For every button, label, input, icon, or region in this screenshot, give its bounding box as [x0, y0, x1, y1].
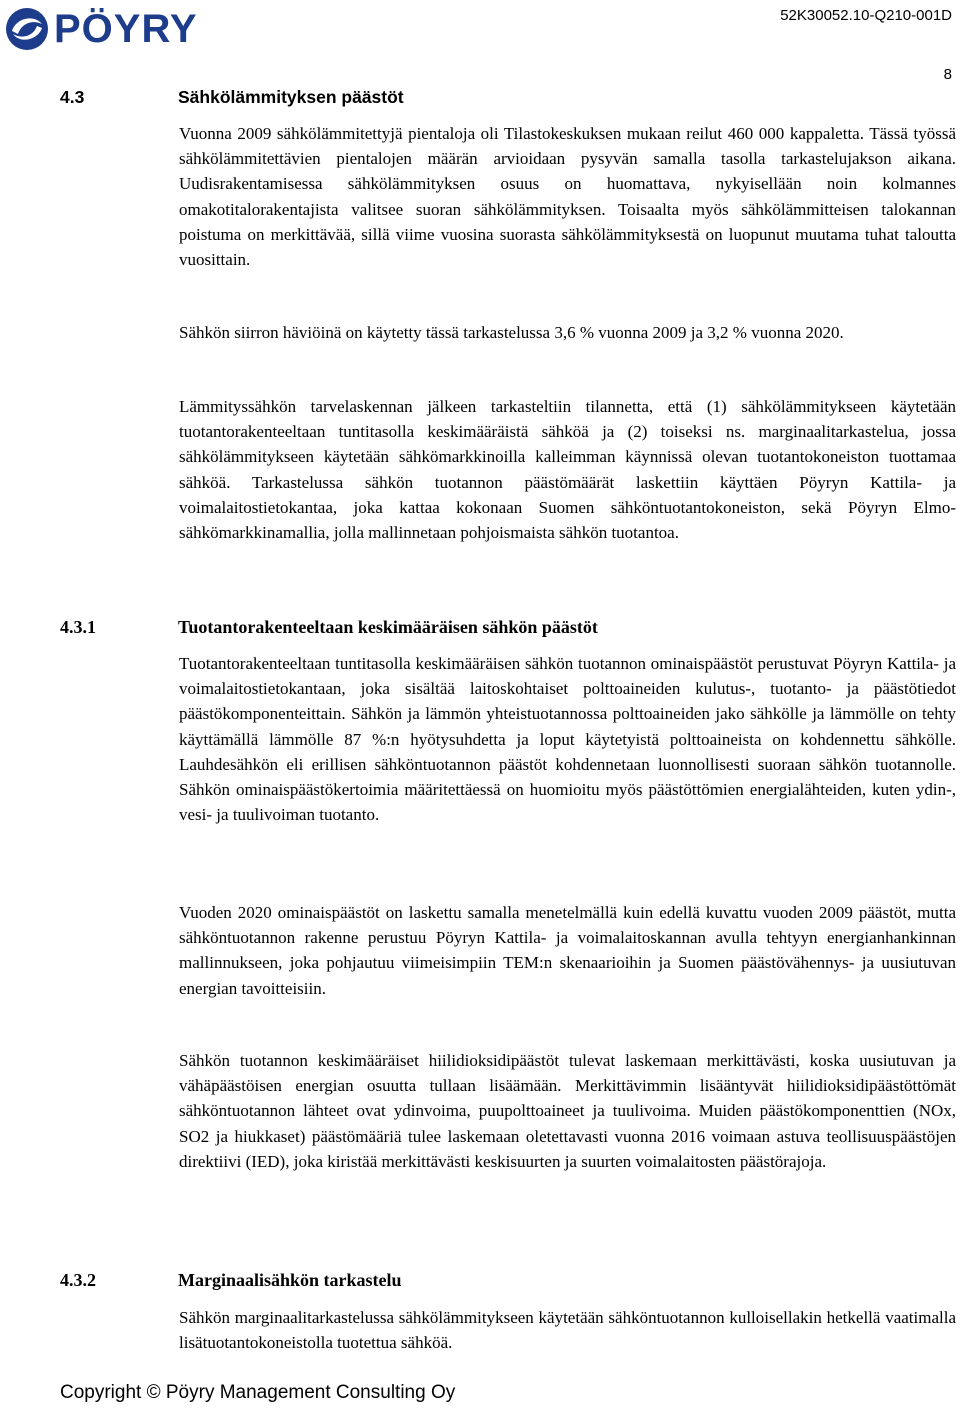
poyry-logo: [4, 6, 198, 52]
subsection-number: 4.3.2: [60, 1270, 96, 1290]
subsection-heading: [60, 617, 598, 638]
page-header: [0, 0, 960, 60]
poyry-swirl-icon: [4, 6, 50, 52]
section-title: Sähkölämmityksen päästöt: [178, 87, 404, 107]
paragraph: Sähkön marginaalitarkastelussa sähkölämmitykseen käytetään sähköntuotannon kulloisellakin hetkellä vaatimalla lisätuotantokoneistolla tuotettua sähköä.: [179, 1308, 956, 1353]
subsection-title: Tuotantorakenteeltaan keskimääräisen sähkön päästöt: [178, 617, 598, 637]
subsection-number: 4.3.1: [60, 617, 96, 637]
subsection-heading: [60, 1270, 402, 1291]
section-heading: [60, 87, 404, 108]
logo-wordmark: PÖYRY: [54, 7, 198, 51]
section-number: 4.3: [60, 87, 85, 107]
paragraph: Sähkön tuotannon keskimääräiset hiilidioksidipäästöt tulevat laskemaan merkittävästi, koska uusiutuvan ja vähäpäästöisen energian osuutta tullaan lisäämään. Merkittävimmin lisääntyvät hiilidioksidipäästöttömät sähköntuotannon lähteet ovat ydinvoima, puupolttoaineet ja tuulivoima. Muiden päästökomponenttien (NOx, SO2 ja hiukkaset) päästömääriä tulee laskemaan oletettavasti vuonna 2016 voimaan astuva teollisuuspäästöjen direktiivi (IED), joka kiristää merkittävästi keskisuurten ja suurten voimalaitosten päästörajoja.: [179, 1051, 956, 1171]
paragraph: Vuonna 2009 sähkölämmitettyjä pientaloja oli Tilastokeskuksen mukaan reilut 460 000 kappaletta. Tässä työssä sähkölämmitettävien pientalojen määrän arvioidaan pysyvän samalla tasolla tarkastelujakson aikana. Uudisrakentamisessa sähkölämmityksen osuus on huomattava, nykyisellään noin kolmannes omakotitalorakentajista valitsee suoran sähkölämmityksen. Toisaalta myös sähkölämmitteisen talokannan poistuma on merkittävää, sillä viime vuosina suorasta sähkölämmityksestä on luopunut muutama tuhat taloutta vuosittain.: [179, 124, 956, 270]
document-id: 52K30052.10-Q210-001D: [780, 7, 952, 24]
page-number: 8: [943, 66, 952, 83]
paragraph: Tuotantorakenteeltaan tuntitasolla keskimääräisen sähkön tuotannon ominaispäästöt perustuvat Pöyryn Kattila- ja voimalaitostietokantaan, joka sisältää laitoskohtaiset polttoaineiden kulutus-, tuotanto- ja päästötiedot päästökomponenteittain. Sähkön ja lämmön yhteistuotannossa polttoaineiden jako sähkölle ja lämmölle on tehty käyttämällä lämmölle 87 %:n hyötysuhdetta ja loput käytetyistä polttoaineista on kohdennettu sähkölle. Lauhdesähkön eli erillisen sähköntuotannon päästöt kohdennetaan luonnollisesti suoraan sähkön tuotannolle. Sähkön ominaispäästökertoimia määritettäessä on huomioitu myös päästöttömien energialähteiden, kuten ydin-, vesi- ja tuulivoiman tuotanto.: [179, 654, 956, 825]
paragraph: Sähkön siirron häviöinä on käytetty tässä tarkastelussa 3,6 % vuonna 2009 ja 3,2 % vuonna 2020.: [179, 323, 844, 342]
paragraph: Vuoden 2020 ominaispäästöt on laskettu samalla menetelmällä kuin edellä kuvattu vuoden 2009 päästöt, mutta sähköntuotannon rakenne perustuu Pöyryn Kattila- ja voimalaitoskannan avulla tehtyyn energianhankinnan mallinnukseen, joka pohjautuu viimeisimpiin TEM:n skenaarioihin ja Suomen päästövähennys- ja uusiutuvan energian tavoitteisiin.: [179, 903, 956, 998]
paragraph: Lämmityssähkön tarvelaskennan jälkeen tarkasteltiin tilannetta, että (1) sähkölämmitykseen käytetään tuotantorakenteeltaan tuntitasolla keskimääräistä sähköä ja (2) toiseksi ns. marginaalitarkastelua, jossa sähkölämmitykseen käytetään sähkömarkkinoilla kalleimman käynnissä olevan tuotantokoneiston tuottamaa sähköä. Tarkastelussa sähkön tuotannon päästömäärät laskettiin käyttäen Pöyryn Kattila- ja voimalaitostietokantaa, joka kattaa kokonaan Suomen sähköntuotantokoneiston, sekä Pöyryn Elmo-sähkömarkkinamallia, jolla mallinnetaan pohjoismaista sähkön tuotantoa.: [179, 397, 956, 543]
subsection-title: Marginaalisähkön tarkastelu: [178, 1270, 402, 1290]
footer-copyright: Copyright © Pöyry Management Consulting Oy: [60, 1382, 456, 1403]
